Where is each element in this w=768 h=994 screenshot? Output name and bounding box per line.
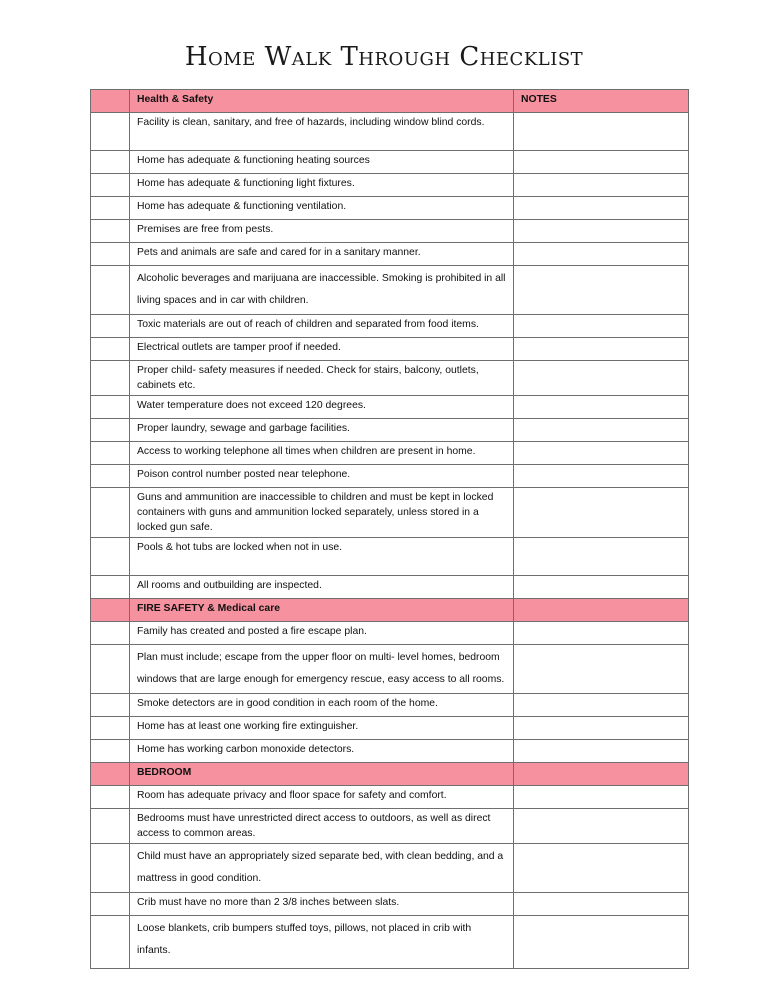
checkbox-cell[interactable] <box>91 419 130 442</box>
notes-cell[interactable] <box>514 916 689 969</box>
notes-cell[interactable] <box>514 893 689 916</box>
checkbox-cell[interactable] <box>91 576 130 599</box>
checklist-row <box>91 844 689 893</box>
notes-cell[interactable] <box>514 465 689 488</box>
page-title: Home Walk Through Checklist <box>184 42 584 72</box>
checklist-row <box>91 893 689 916</box>
checklist-row <box>91 576 689 599</box>
checklist-item: All rooms and outbuilding are inspected. <box>130 576 514 599</box>
checkbox-cell[interactable] <box>91 266 130 315</box>
checklist-row <box>91 740 689 763</box>
checkbox-cell[interactable] <box>91 90 130 113</box>
section-header-bedroom <box>91 763 689 786</box>
notes-cell[interactable] <box>514 844 689 893</box>
checklist-item: Loose blankets, crib bumpers stuffed toys, pillows, not placed in crib with infants. <box>130 916 514 969</box>
checkbox-cell[interactable] <box>91 488 130 538</box>
notes-cell[interactable] <box>514 809 689 844</box>
checkbox-cell[interactable] <box>91 763 130 786</box>
checkbox-cell[interactable] <box>91 220 130 243</box>
notes-cell[interactable] <box>514 763 689 786</box>
notes-cell[interactable] <box>514 622 689 645</box>
notes-cell[interactable] <box>514 243 689 266</box>
checklist-row <box>91 645 689 694</box>
checklist-item: Home has at least one working fire extinguisher. <box>130 717 514 740</box>
checkbox-cell[interactable] <box>91 916 130 969</box>
checklist-item: Child must have an appropriately sized separate bed, with clean bedding, and a mattress in good condition. <box>130 844 514 893</box>
checklist-item: Access to working telephone all times when children are present in home. <box>130 442 514 465</box>
checkbox-cell[interactable] <box>91 243 130 266</box>
notes-cell[interactable] <box>514 197 689 220</box>
checklist-item: Water temperature does not exceed 120 degrees. <box>130 396 514 419</box>
checkbox-cell[interactable] <box>91 465 130 488</box>
checklist-row <box>91 694 689 717</box>
checklist-row <box>91 809 689 844</box>
notes-cell[interactable] <box>514 338 689 361</box>
checklist-item: Alcoholic beverages and marijuana are inaccessible. Smoking is prohibited in all living spaces and in car with children. <box>130 266 514 315</box>
checkbox-cell[interactable] <box>91 338 130 361</box>
checklist-row <box>91 151 689 174</box>
section-heading: FIRE SAFETY & Medical care <box>130 599 514 622</box>
checklist-item: Home has adequate & functioning ventilation. <box>130 197 514 220</box>
checklist-item: Home has adequate & functioning heating sources <box>130 151 514 174</box>
section-header-health-safety <box>91 90 689 113</box>
notes-cell[interactable] <box>514 315 689 338</box>
checkbox-cell[interactable] <box>91 442 130 465</box>
checklist-row <box>91 220 689 243</box>
notes-cell[interactable] <box>514 174 689 197</box>
checklist-row <box>91 266 689 315</box>
checkbox-cell[interactable] <box>91 740 130 763</box>
checklist-item: Proper laundry, sewage and garbage facilities. <box>130 419 514 442</box>
notes-cell[interactable] <box>514 419 689 442</box>
notes-cell[interactable] <box>514 694 689 717</box>
checklist-row <box>91 538 689 576</box>
checkbox-cell[interactable] <box>91 396 130 419</box>
notes-cell[interactable] <box>514 361 689 396</box>
checkbox-cell[interactable] <box>91 151 130 174</box>
checklist-table <box>90 89 689 969</box>
checkbox-cell[interactable] <box>91 809 130 844</box>
checklist-row <box>91 717 689 740</box>
checklist-row <box>91 396 689 419</box>
checklist-item: Bedrooms must have unrestricted direct access to outdoors, as well as direct access to common areas. <box>130 809 514 844</box>
checklist-row <box>91 243 689 266</box>
checklist-item: Family has created and posted a fire escape plan. <box>130 622 514 645</box>
checklist-row <box>91 622 689 645</box>
checklist-row <box>91 338 689 361</box>
checkbox-cell[interactable] <box>91 844 130 893</box>
notes-cell[interactable] <box>514 151 689 174</box>
checkbox-cell[interactable] <box>91 113 130 151</box>
checklist-row <box>91 361 689 396</box>
notes-cell[interactable] <box>514 266 689 315</box>
notes-cell[interactable] <box>514 488 689 538</box>
checklist-row <box>91 786 689 809</box>
checkbox-cell[interactable] <box>91 599 130 622</box>
checkbox-cell[interactable] <box>91 174 130 197</box>
checklist-item: Room has adequate privacy and floor space for safety and comfort. <box>130 786 514 809</box>
notes-cell[interactable] <box>514 599 689 622</box>
checkbox-cell[interactable] <box>91 717 130 740</box>
checklist-item: Crib must have no more than 2 3/8 inches between slats. <box>130 893 514 916</box>
notes-cell[interactable] <box>514 442 689 465</box>
checklist-row <box>91 197 689 220</box>
checklist-row <box>91 315 689 338</box>
notes-cell[interactable] <box>514 576 689 599</box>
notes-header: NOTES <box>514 90 689 113</box>
notes-cell[interactable] <box>514 220 689 243</box>
checkbox-cell[interactable] <box>91 622 130 645</box>
section-heading: BEDROOM <box>130 763 514 786</box>
notes-cell[interactable] <box>514 538 689 576</box>
checklist-item: Electrical outlets are tamper proof if needed. <box>130 338 514 361</box>
checkbox-cell[interactable] <box>91 361 130 396</box>
checklist-item: Pools & hot tubs are locked when not in use. <box>130 538 514 576</box>
section-heading: Health & Safety <box>130 90 514 113</box>
checklist-row <box>91 113 689 151</box>
notes-cell[interactable] <box>514 645 689 694</box>
checkbox-cell[interactable] <box>91 645 130 694</box>
checklist-row <box>91 465 689 488</box>
notes-cell[interactable] <box>514 740 689 763</box>
checkbox-cell[interactable] <box>91 694 130 717</box>
checkbox-cell[interactable] <box>91 893 130 916</box>
checklist-row <box>91 488 689 538</box>
checklist-item: Smoke detectors are in good condition in each room of the home. <box>130 694 514 717</box>
checklist-item: Premises are free from pests. <box>130 220 514 243</box>
checklist-item: Home has working carbon monoxide detectors. <box>130 740 514 763</box>
checkbox-cell[interactable] <box>91 786 130 809</box>
section-header-fire-safety <box>91 599 689 622</box>
checklist-row <box>91 419 689 442</box>
checklist-item: Plan must include; escape from the upper floor on multi- level homes, bedroom windows that are large enough for emergency rescue, easy access to all rooms. <box>130 645 514 694</box>
notes-cell[interactable] <box>514 113 689 151</box>
checkbox-cell[interactable] <box>91 315 130 338</box>
checklist-row <box>91 916 689 969</box>
checklist-row <box>91 442 689 465</box>
checklist-item: Home has adequate & functioning light fixtures. <box>130 174 514 197</box>
checklist-item: Proper child- safety measures if needed. Check for stairs, balcony, outlets, cabinets etc. <box>130 361 514 396</box>
checklist-item: Poison control number posted near telephone. <box>130 465 514 488</box>
checklist-item: Facility is clean, sanitary, and free of hazards, including window blind cords. <box>130 113 514 151</box>
notes-cell[interactable] <box>514 717 689 740</box>
checklist-item: Pets and animals are safe and cared for in a sanitary manner. <box>130 243 514 266</box>
notes-cell[interactable] <box>514 786 689 809</box>
checklist-item: Toxic materials are out of reach of children and separated from food items. <box>130 315 514 338</box>
notes-cell[interactable] <box>514 396 689 419</box>
checklist-item: Guns and ammunition are inaccessible to children and must be kept in locked containers with guns and ammunition locked separately, unless stored in a locked gun safe. <box>130 488 514 538</box>
checkbox-cell[interactable] <box>91 538 130 576</box>
checklist-row <box>91 174 689 197</box>
checkbox-cell[interactable] <box>91 197 130 220</box>
